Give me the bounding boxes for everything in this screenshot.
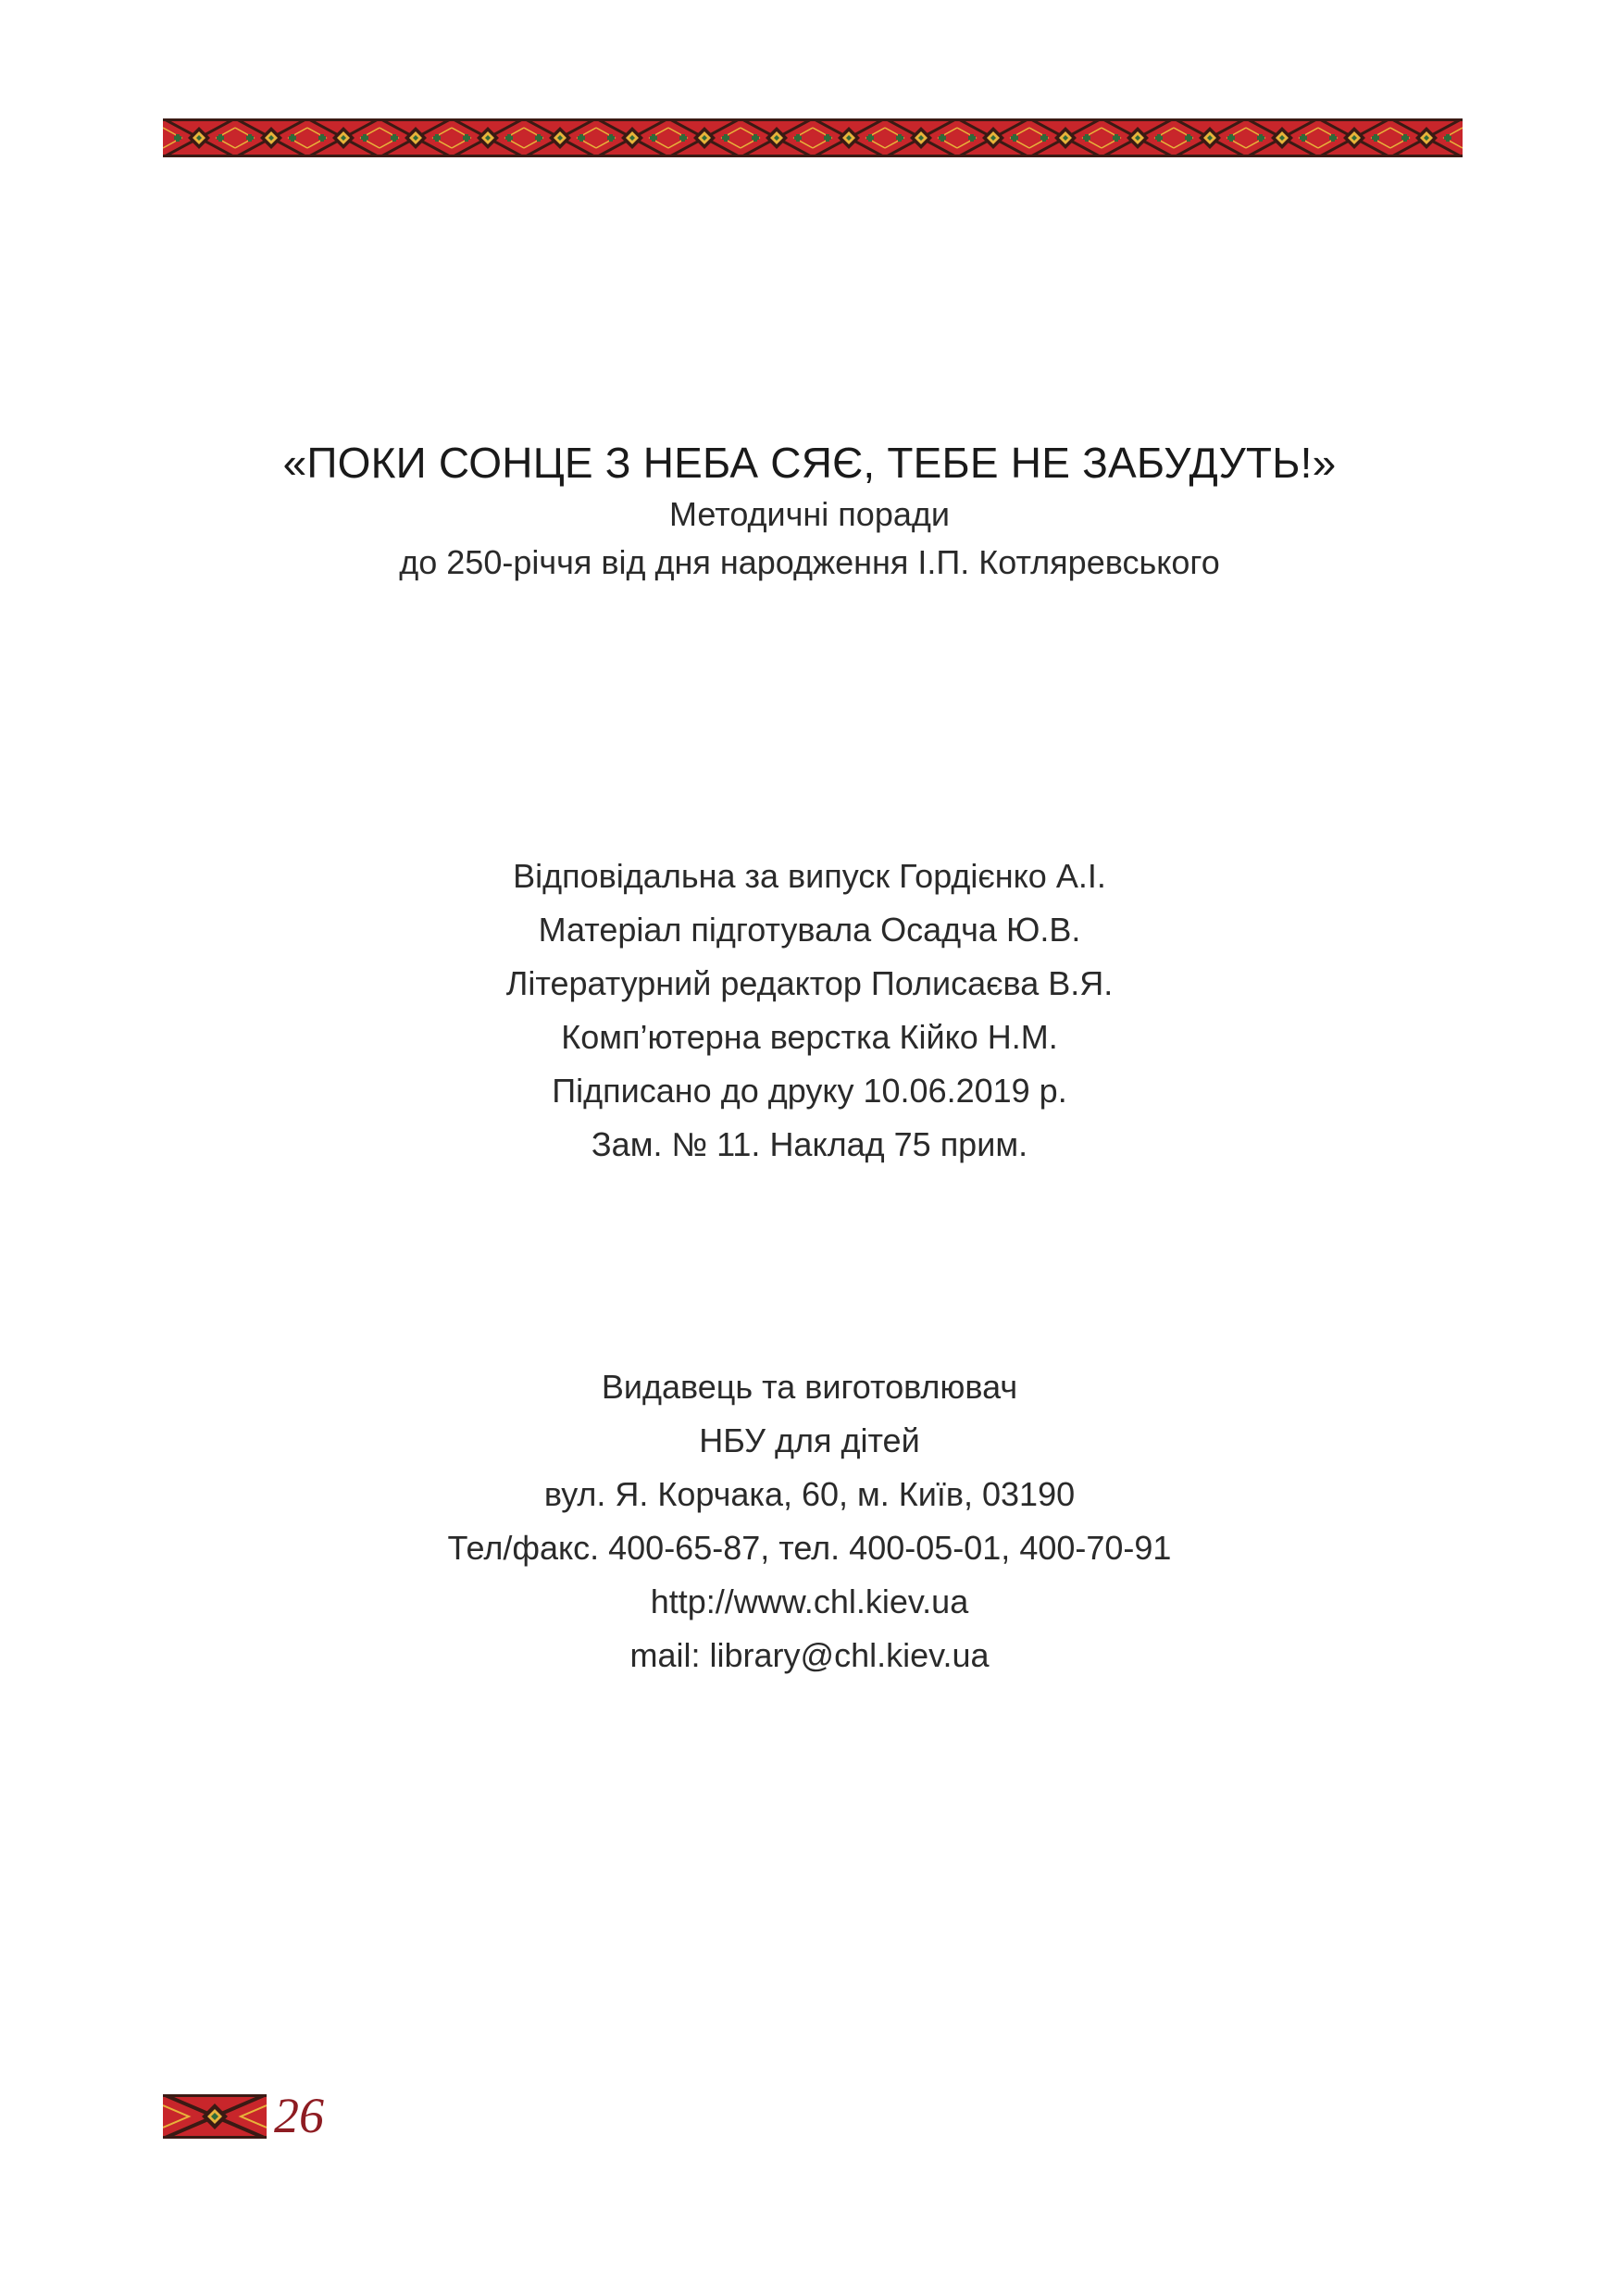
- document-title: «ПОКИ СОНЦЕ З НЕБА СЯЄ, ТЕБЕ НЕ ЗАБУДУТЬ!»: [282, 439, 1337, 487]
- credit-line-layout: Комп’ютерна верстка Кійко Н.М.: [561, 1018, 1058, 1056]
- publisher-heading: Видавець та виготовлювач: [601, 1368, 1018, 1406]
- publisher-address: вул. Я. Корчака, 60, м. Київ, 03190: [543, 1475, 1076, 1513]
- embroidery-band-graphic: [163, 118, 1463, 157]
- publisher-block: [0, 1360, 1619, 1682]
- publisher-website: http://www.chl.kiev.ua: [650, 1582, 969, 1620]
- credit-line-print-date: Підписано до друку 10.06.2019 р.: [552, 1072, 1067, 1110]
- credits-block: [0, 850, 1619, 1172]
- document-occasion: до 250-річчя від дня народження І.П. Котляревського: [399, 543, 1220, 581]
- publisher-phones: Тел/факс. 400-65-87, тел. 400-05-01, 400-70-91: [447, 1529, 1172, 1567]
- credit-line-order-run: Зам. № 11. Наклад 75 прим.: [591, 1125, 1028, 1163]
- credit-line-editor: Літературний редактор Полисаєва В.Я.: [505, 964, 1114, 1002]
- footer-embroidery-graphic: [163, 2094, 267, 2139]
- publisher-name: НБУ для дітей: [699, 1421, 920, 1459]
- credit-line-prepared-by: Матеріал підготувала Осадча Ю.В.: [538, 911, 1081, 949]
- publisher-email: mail: library@chl.kiev.ua: [629, 1636, 990, 1674]
- credit-line-responsible: Відповідальна за випуск Гордієнко А.І.: [513, 857, 1106, 895]
- footer-embroidery-ornament: [163, 2094, 267, 2139]
- page-number: 26: [274, 2088, 324, 2143]
- top-embroidery-ornament: [163, 118, 1463, 157]
- document-subtitle: Методичні поради: [669, 495, 950, 533]
- title-block: [0, 435, 1619, 587]
